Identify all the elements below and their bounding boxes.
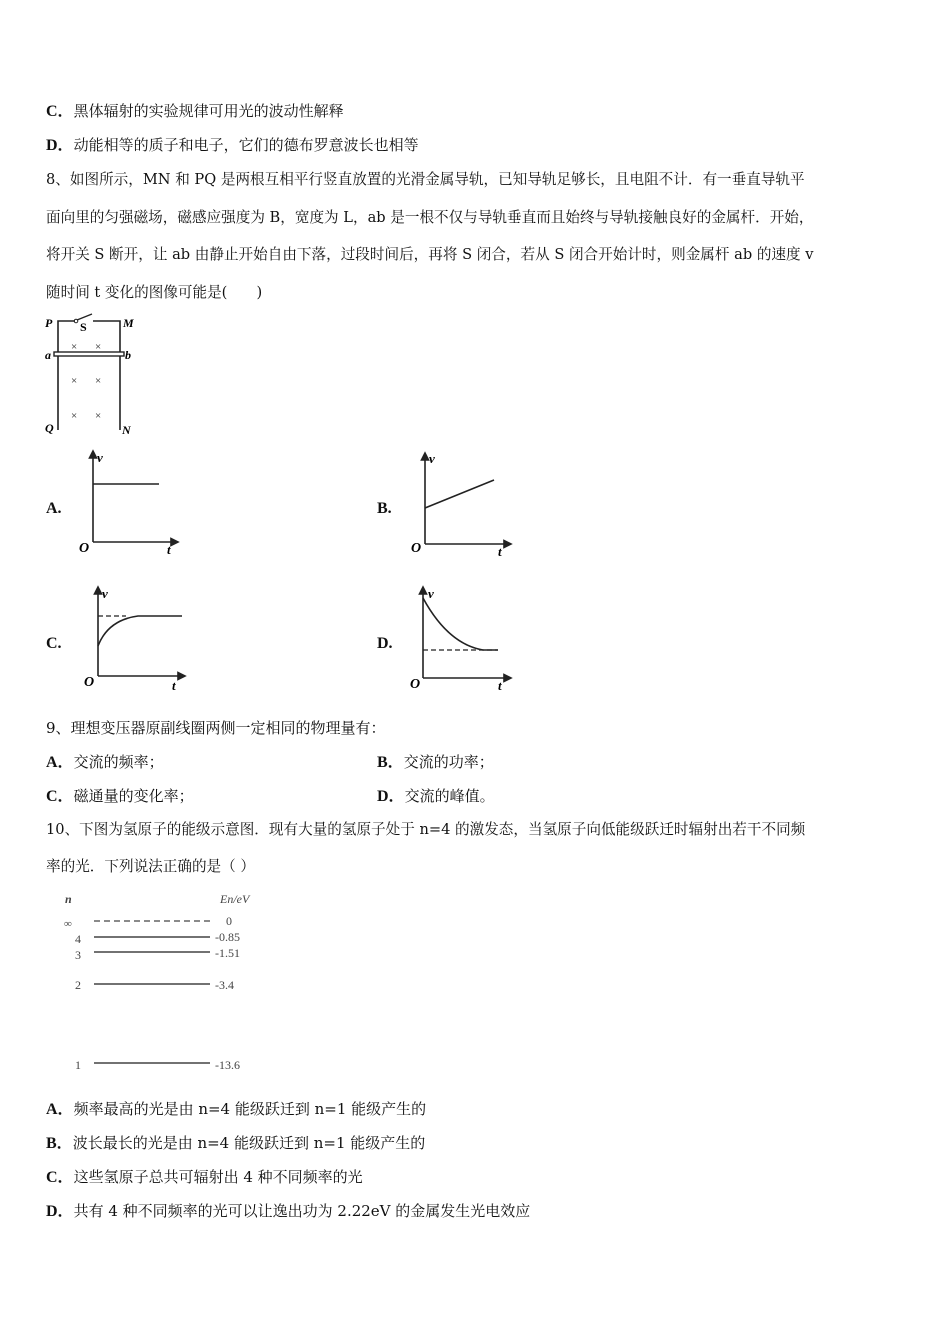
q7-option-c: C．黑体辐射的实验规律可用光的波动性解释: [46, 102, 344, 120]
svg-text:n: n: [65, 892, 72, 906]
svg-text:v: v: [428, 586, 434, 601]
svg-text:t: t: [498, 678, 502, 693]
svg-text:En/eV: En/eV: [220, 892, 250, 906]
svg-text:×: ×: [71, 341, 78, 353]
q10-option-d: D．共有 4 种不同频率的光可以让逸出功为 2.22eV 的金属发生光电效应: [46, 1202, 531, 1220]
graph-option-d: [408, 584, 518, 694]
q9-stem: 9、理想变压器原副线圈两侧一定相同的物理量有：: [46, 719, 386, 737]
q10-stem-line-1: 10、下图为氢原子的能级示意图．现有大量的氢原子处于 n=4 的激发态，当氢原子向低能级跃迁时辐射出若干不同频: [46, 821, 806, 838]
svg-text:O: O: [410, 677, 421, 692]
graph-option-c: [80, 584, 190, 694]
q10-stem-line-2: 率的光．下列说法正确的是（ ）: [46, 858, 255, 875]
svg-text:×: ×: [95, 341, 102, 353]
svg-text:-0.85: -0.85: [215, 930, 240, 944]
svg-text:-3.4: -3.4: [215, 978, 234, 992]
label-a: a: [45, 348, 51, 362]
q9-option-d: D．交流的峰值。: [377, 787, 495, 805]
q10-option-c: C．这些氢原子总共可辐射出 4 种不同频率的光: [46, 1168, 363, 1186]
label-s: S: [80, 320, 87, 334]
label-p: P: [45, 316, 53, 330]
label-b: b: [125, 348, 131, 362]
svg-text:t: t: [172, 678, 176, 693]
svg-text:t: t: [498, 544, 502, 558]
q7-option-d: D．动能相等的质子和电子，它们的德布罗意波长也相等: [46, 136, 419, 154]
rail-circuit-figure: [40, 310, 150, 440]
svg-text:O: O: [411, 541, 422, 556]
graph-option-b: [408, 448, 518, 558]
q10-option-b: B．波长最长的光是由 n=4 能级跃迁到 n=1 能级产生的: [46, 1134, 426, 1152]
svg-text:1: 1: [75, 1058, 81, 1072]
graph-option-a: [75, 448, 185, 558]
q8-option-a-label: A.: [46, 500, 62, 517]
q8-option-c-label: C.: [46, 635, 62, 652]
q10-option-a: A．频率最高的光是由 n=4 能级跃迁到 n=1 能级产生的: [46, 1100, 427, 1118]
svg-text:4: 4: [75, 932, 81, 946]
energy-level-diagram: [50, 885, 280, 1080]
svg-text:v: v: [102, 586, 108, 601]
q8-option-b-label: B.: [377, 500, 392, 517]
svg-text:3: 3: [75, 948, 81, 962]
q8-stem-line-3: 将开关 S 断开，让 ab 由静止开始自由下落，过段时间后，再将 S 闭合，若从 S 闭合开始计时，则金属杆 ab 的速度 v: [46, 246, 814, 263]
svg-text:t: t: [167, 542, 171, 557]
svg-text:×: ×: [71, 410, 78, 422]
svg-text:v: v: [429, 451, 435, 466]
svg-text:×: ×: [95, 410, 102, 422]
svg-text:O: O: [84, 675, 95, 690]
q9-option-c: C．磁通量的变化率；: [46, 787, 194, 805]
q9-option-b: B．交流的功率；: [377, 753, 494, 771]
svg-text:-13.6: -13.6: [215, 1058, 240, 1072]
svg-text:×: ×: [95, 375, 102, 387]
svg-text:v: v: [97, 450, 103, 465]
svg-text:O: O: [79, 541, 90, 556]
svg-text:0: 0: [226, 914, 232, 928]
label-m: M: [123, 316, 134, 330]
q8-stem-line-2: 面向里的匀强磁场，磁感应强度为 B，宽度为 L，ab 是一根不仅与导轨垂直而且始终与导轨接触良好的金属杆．开始，: [46, 209, 814, 226]
q8-option-d-label: D.: [377, 635, 393, 652]
q8-stem-line-1: 8、如图所示，MN 和 PQ 是两根互相平行竖直放置的光滑金属导轨，已知导轨足够长，且电阻不计．有一垂直导轨平: [46, 171, 805, 188]
svg-text:-1.51: -1.51: [215, 946, 240, 960]
svg-text:2: 2: [75, 978, 81, 992]
label-q: Q: [45, 421, 54, 435]
svg-text:∞: ∞: [64, 918, 72, 930]
svg-text:×: ×: [71, 375, 78, 387]
label-n: N: [122, 423, 131, 437]
q8-stem-line-4: 随时间 t 变化的图像可能是( ): [46, 284, 263, 301]
q9-option-a: A．交流的频率；: [46, 753, 164, 771]
